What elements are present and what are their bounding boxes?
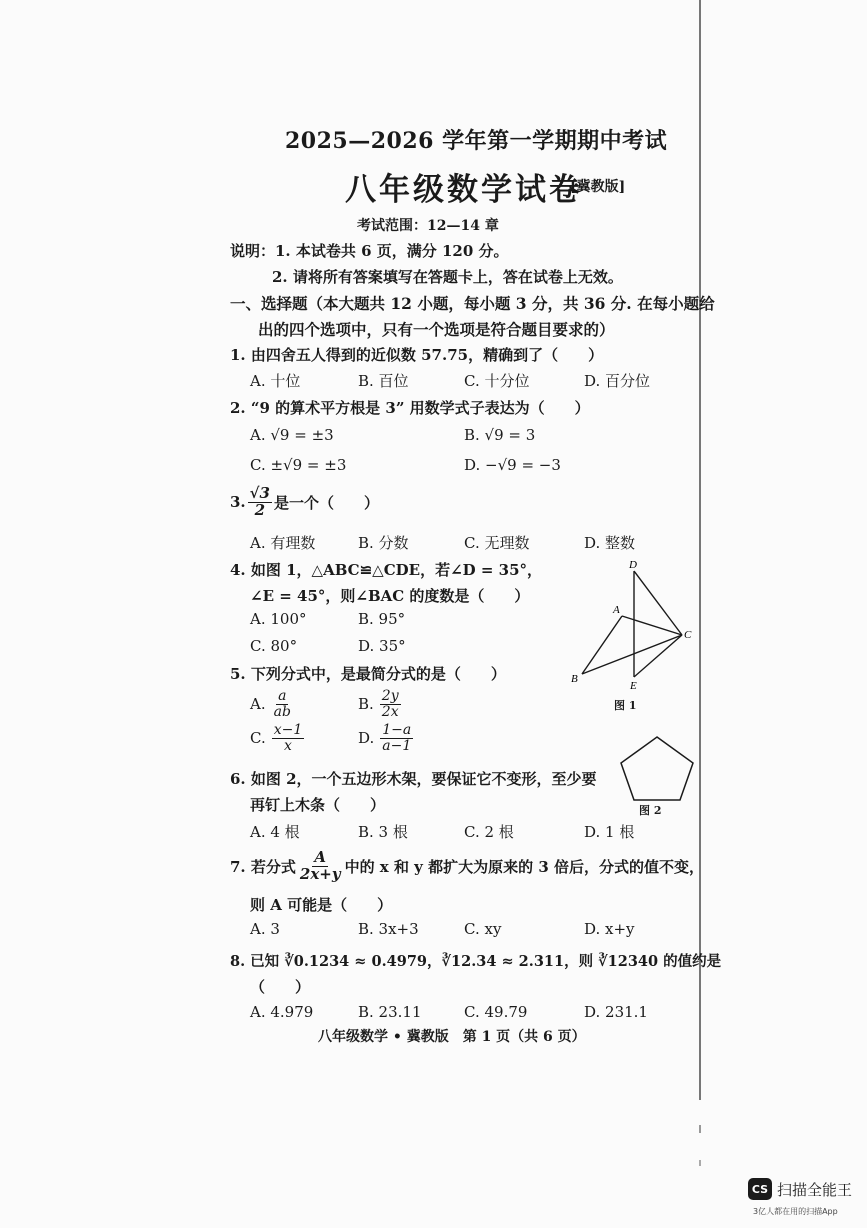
q8-paren: （ ） xyxy=(250,978,311,996)
q7-frac-den: 2x+y xyxy=(299,864,341,883)
q4-stem: 4. 如图 1，△ABC≌△CDE，若∠D = 35°， xyxy=(230,561,543,579)
page-footer: 八年级数学 • 冀教版 第 1 页（共 6 页） xyxy=(318,1029,586,1045)
q5-a-letter: A. xyxy=(250,695,266,714)
scanner-logo-icon: CS xyxy=(748,1178,772,1200)
q8-option-b: B. 23.11 xyxy=(358,1003,422,1021)
q5-b-letter: B. xyxy=(358,695,374,714)
point-a-label: A xyxy=(613,604,620,616)
q5-d-letter: D. xyxy=(358,729,375,748)
q3-option-a: A. 有理数 xyxy=(250,534,316,552)
figure-1-caption: 图 1 xyxy=(614,699,637,712)
note-2: 2. 请将所有答案填写在答题卡上，答在试卷上无效。 xyxy=(272,268,623,286)
page-edge-mark xyxy=(699,1125,701,1133)
scanner-watermark xyxy=(748,1178,852,1200)
point-d-label: D xyxy=(629,559,637,571)
q6-stem: 6. 如图 2，一个五边形木架，要保证它不变形，至少要 xyxy=(230,770,597,788)
q3-frac-den: 2 xyxy=(254,500,266,519)
q5-b-den: 2x xyxy=(381,703,399,720)
edition-tag: [冀教版] xyxy=(570,179,626,195)
q3-fraction xyxy=(248,486,272,519)
pentagon-shape xyxy=(621,737,693,800)
q5-b-fraction xyxy=(380,689,401,719)
q4-option-b: B. 95° xyxy=(358,610,406,628)
note-1: 说明：1. 本试卷共 6 页，满分 120 分。 xyxy=(230,242,509,260)
q7-fraction xyxy=(298,850,343,883)
q5-b-num: 2y xyxy=(381,688,399,704)
q7-option-b: B. 3x+3 xyxy=(358,920,419,938)
q4-option-a: A. 100° xyxy=(250,610,307,628)
q5-d-num: 1−a xyxy=(382,722,412,738)
q7-option-d: D. x+y xyxy=(584,920,635,938)
q4-stem-cont: ∠E = 45°，则∠BAC 的度数是（ ） xyxy=(250,587,530,605)
exam-title: 2025—2026 学年第一学期期中考试 xyxy=(285,128,668,154)
q3-frac-num: √3 xyxy=(249,484,270,502)
q3-option-d: D. 整数 xyxy=(584,534,636,552)
q7-option-a: A. 3 xyxy=(250,920,280,938)
segment-ac xyxy=(622,616,682,635)
section-heading: 一、选择题（本大题共 12 小题，每小题 3 分，共 36 分. 在每小题给 xyxy=(230,294,715,313)
q4-option-d: D. 35° xyxy=(358,637,406,655)
q5-d-fraction xyxy=(380,723,413,753)
q7-tail: 中的 x 和 y 都扩大为原来的 3 倍后，分式的值不变， xyxy=(344,857,704,876)
q7-lead: 7. 若分式 xyxy=(230,857,296,876)
q3-tail: 是一个（ ） xyxy=(273,493,379,512)
q6-stem-cont: 再钉上木条（ ） xyxy=(250,796,386,814)
q1-option-b: B. 百位 xyxy=(358,372,409,390)
q7-stem xyxy=(230,850,704,883)
scanner-slogan: 3亿人都在用的扫描App xyxy=(753,1207,838,1216)
q5-c-den: x xyxy=(284,737,292,754)
q5-c-letter: C. xyxy=(250,729,266,748)
q2-option-b: B. √9 = 3 xyxy=(464,426,536,444)
figure-2-pentagon xyxy=(617,734,697,804)
q1-option-d: D. 百分位 xyxy=(584,372,651,390)
q5-stem: 5. 下列分式中，是最简分式的是（ ） xyxy=(230,665,506,683)
q5-option-c xyxy=(250,723,304,753)
q2-option-c: C. ±√9 = ±3 xyxy=(250,456,347,474)
q6-option-b: B. 3 根 xyxy=(358,823,408,841)
q8-option-a: A. 4.979 xyxy=(250,1003,314,1021)
point-b-label: B xyxy=(571,673,578,685)
scanner-brand-name: 扫描全能王 xyxy=(777,1180,853,1199)
q5-d-den: a−1 xyxy=(382,737,412,754)
q5-a-den: ab xyxy=(273,703,291,720)
segment-bc xyxy=(582,635,682,674)
q8-option-c: C. 49.79 xyxy=(464,1003,528,1021)
page-edge-line xyxy=(699,0,701,1100)
q2-option-a: A. √9 = ±3 xyxy=(250,426,334,444)
figure-1-triangles xyxy=(565,555,700,715)
q5-c-fraction xyxy=(272,723,305,753)
q3-option-c: C. 无理数 xyxy=(464,534,530,552)
q5-a-num: a xyxy=(278,688,287,704)
q8-stem: 8. 已知 ∛0.1234 ≈ 0.4979，∛12.34 ≈ 2.311，则 ∛12340 的值约是 xyxy=(230,953,722,970)
q4-option-c: C. 80° xyxy=(250,637,298,655)
q7-frac-num: A xyxy=(314,848,327,866)
figure-2-caption: 图 2 xyxy=(639,804,662,817)
exam-scope: 考试范围：12—14 章 xyxy=(357,218,499,234)
page-edge-mark xyxy=(699,1160,701,1166)
q1-option-c: C. 十分位 xyxy=(464,372,530,390)
segment-ab xyxy=(582,616,622,674)
q1-option-a: A. 十位 xyxy=(250,372,301,390)
q6-option-c: C. 2 根 xyxy=(464,823,514,841)
segment-dc xyxy=(634,571,682,635)
q7-option-c: C. xy xyxy=(464,920,502,938)
q3-stem xyxy=(230,486,379,519)
paper-title: 八年级数学试卷 xyxy=(345,172,583,208)
q2-stem: 2. “9 的算术平方根是 3” 用数学式子表达为（ ） xyxy=(230,399,590,417)
q5-option-a xyxy=(250,689,293,719)
q2-option-d: D. −√9 = −3 xyxy=(464,456,561,474)
q6-option-d: D. 1 根 xyxy=(584,823,635,841)
segment-ec xyxy=(634,635,682,677)
q8-option-d: D. 231.1 xyxy=(584,1003,648,1021)
q1-stem: 1. 由四舍五人得到的近似数 57.75，精确到了（ ） xyxy=(230,346,604,364)
q5-c-num: x−1 xyxy=(273,722,303,738)
q5-option-b xyxy=(358,689,401,719)
point-c-label: C xyxy=(684,629,692,641)
q5-a-fraction xyxy=(272,689,293,719)
section-heading-cont: 出的四个选项中，只有一个选项是符合题目要求的） xyxy=(258,320,615,339)
q3-number: 3. xyxy=(230,493,246,512)
q6-option-a: A. 4 根 xyxy=(250,823,300,841)
q7-stem-cont: 则 A 可能是（ ） xyxy=(250,896,393,914)
point-e-label: E xyxy=(630,680,637,692)
q5-option-d xyxy=(358,723,413,753)
q3-option-b: B. 分数 xyxy=(358,534,409,552)
